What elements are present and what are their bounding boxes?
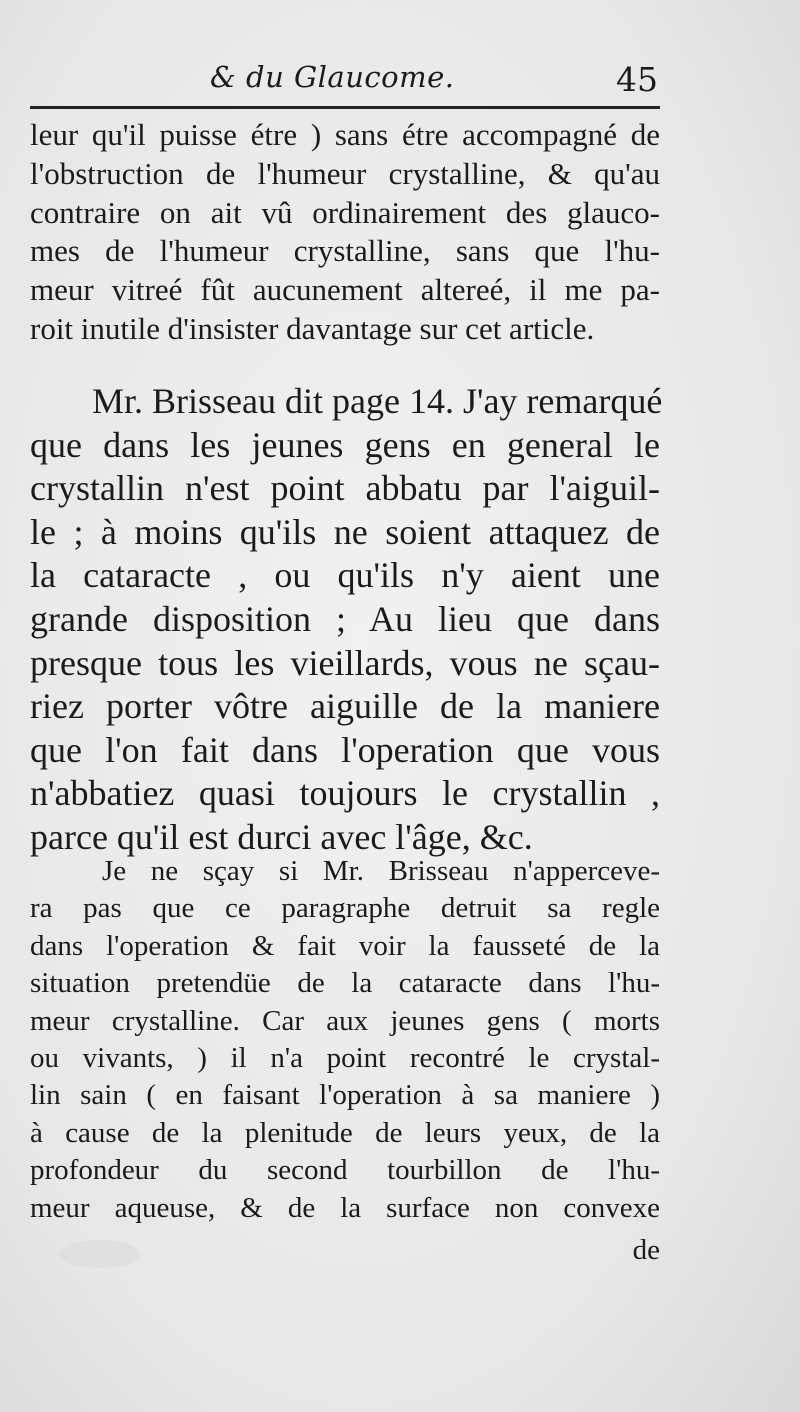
- text-line: lin sain ( en faisant l'operation à sa maniere ): [30, 1079, 660, 1112]
- text-line: meur vitreé fût aucunement altereé, il me pa-: [30, 272, 660, 308]
- running-title: & du Glaucome.: [210, 60, 455, 94]
- text-line: grande disposition ; Au lieu que dans: [30, 598, 660, 639]
- catchword: de: [632, 1234, 660, 1266]
- text-line: presque tous les vieillards, vous ne sçau-: [30, 642, 660, 683]
- text-line: crystallin n'est point abbatu par l'aiguil-: [30, 468, 660, 509]
- text-line: situation pretendüe de la cataracte dans l'hu-: [30, 967, 660, 1000]
- header-rule: [30, 106, 660, 109]
- text-line: meur aqueuse, & de la surface non convexe: [30, 1191, 660, 1224]
- paragraph-3: [30, 853, 660, 1227]
- text-line: riez porter vôtre aiguille de la maniere: [30, 686, 660, 727]
- text-line: dans l'operation & fait voir la fausseté de la: [30, 929, 660, 962]
- text-line: que dans les jeunes gens en general le: [30, 424, 660, 465]
- text-line: roit inutile d'insister davantage sur cet article.: [30, 310, 595, 346]
- text-line: n'abbatiez quasi toujours le crystallin ,: [30, 773, 660, 814]
- text-line: leur qu'il puisse étre ) sans étre accompagné de: [30, 117, 660, 152]
- text-line: que l'on fait dans l'operation que vous: [30, 729, 660, 770]
- text-line: le ; à moins qu'ils ne soient attaquez de: [30, 511, 660, 552]
- text-line: ou vivants, ) il n'a point recontré le crystal-: [30, 1042, 660, 1075]
- text-line: ra pas que ce paragraphe detruit sa regle: [30, 892, 660, 925]
- text-line: la cataracte , ou qu'ils n'y aient une: [30, 555, 660, 596]
- text-line: profondeur du second tourbillon de l'hu-: [30, 1154, 660, 1187]
- text-line: l'obstruction de l'humeur crystalline, & qu'au: [30, 155, 660, 191]
- text-line: parce qu'il est durci avec l'âge, &c.: [30, 816, 533, 857]
- text-line: Je ne sçay si Mr. Brisseau n'apperceve-: [102, 855, 660, 887]
- text-line: meur crystalline. Car aux jeunes gens ( morts: [30, 1004, 660, 1037]
- text-line: à cause de la plenitude de leurs yeux, de la: [30, 1116, 660, 1149]
- paragraph-2: [30, 380, 663, 860]
- paragraph-1: [30, 116, 660, 349]
- text-line: Mr. Brisseau dit page 14. J'ay remarqué: [92, 381, 663, 421]
- ink-smudge: [60, 1240, 140, 1268]
- page-header: [30, 60, 662, 108]
- text-line: contraire on ait vû ordinairement des glauco-: [30, 194, 660, 230]
- text-line: mes de l'humeur crystalline, sans que l'hu-: [30, 233, 660, 269]
- page-number: 45: [616, 60, 658, 99]
